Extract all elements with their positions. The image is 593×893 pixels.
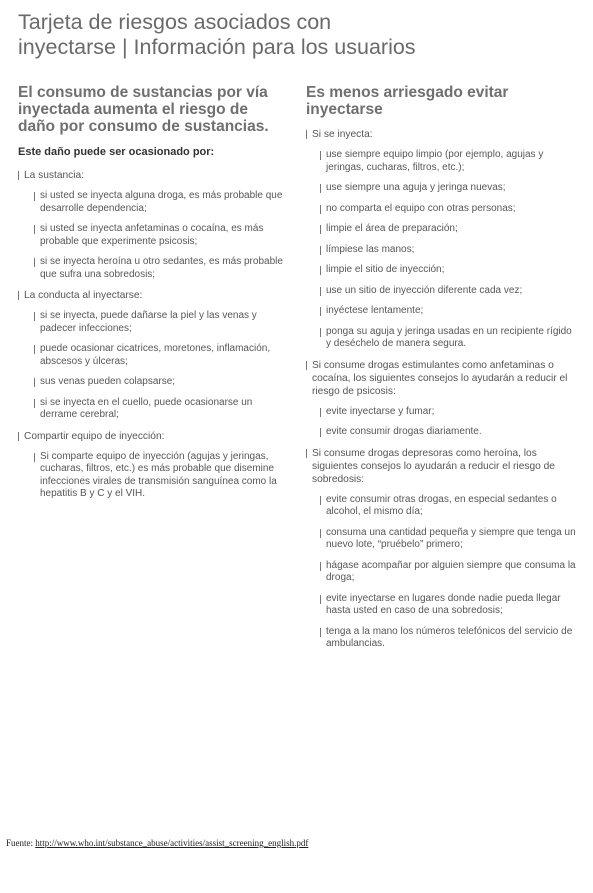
- right-section: [306, 359, 578, 439]
- list-item: use un sitio de inyección diferente cada vez;: [320, 285, 578, 298]
- list-item: ponga su aguja y jeringa usadas en un recipiente rígido y deséchelo de manera segura.: [320, 326, 578, 351]
- right-column: [306, 84, 578, 659]
- list-item: hágase acompañar por alguien siempre que consuma la droga;: [320, 560, 578, 585]
- page-title-line-2: inyectarse | Información para los usuarios: [18, 35, 416, 59]
- page-title: [18, 10, 578, 60]
- list-item: si se inyecta heroína u otro sedantes, es más probable que sufra una sobredosis;: [34, 256, 286, 281]
- list-item: use siempre equipo limpio (por ejemplo, agujas y jeringas, cucharas, filtros, etc.);: [320, 149, 578, 174]
- list-item: evite inyectarse y fumar;: [320, 406, 578, 419]
- left-section: [18, 430, 286, 501]
- section-label: Si consume drogas depresoras como heroína, los siguientes consejos lo ayudarán a reducir el riesgo de sobredosis:: [306, 447, 578, 486]
- section-items: [18, 451, 286, 501]
- list-item: evite consumir drogas diariamente.: [320, 426, 578, 439]
- list-item: limpie el sitio de inyección;: [320, 264, 578, 277]
- left-heading: El consumo de sustancias por vía inyectada aumenta el riesgo de daño por consumo de sustancias.: [18, 84, 269, 135]
- section-items: [306, 494, 578, 651]
- section-label: Si consume drogas estimulantes como anfetaminas o cocaína, los siguientes consejos lo ayudarán a reducir el riesgo de psicosis:: [306, 359, 578, 398]
- section-items: [18, 310, 286, 422]
- section-label: Si se inyecta:: [306, 128, 578, 141]
- section-label: La sustancia:: [18, 169, 286, 182]
- list-item: Si comparte equipo de inyección (agujas y jeringas, cucharas, filtros, etc.) es más probable que disemine infecciones virales de transmisión sanguínea como la hepatitis B y C y el VIH.: [34, 451, 286, 501]
- right-sections: [306, 128, 578, 651]
- left-subheading: Este daño puede ser ocasionado por:: [18, 146, 215, 158]
- right-heading: Es menos arriesgado evitar inyectarse: [306, 84, 509, 118]
- section-items: [306, 149, 578, 351]
- list-item: si usted se inyecta anfetaminas o cocaína, es más probable que experimente psicosis;: [34, 223, 286, 248]
- section-label: La conducta al inyectarse:: [18, 289, 286, 302]
- list-item: si se inyecta, puede dañarse la piel y las venas y padecer infecciones;: [34, 310, 286, 335]
- page-title-line-1: Tarjeta de riesgos asociados con: [18, 10, 332, 34]
- list-item: inyéctese lentamente;: [320, 305, 578, 318]
- list-item: si se inyecta en el cuello, puede ocasionarse un derrame cerebral;: [34, 397, 286, 422]
- left-section: [18, 289, 286, 422]
- list-item: no comparta el equipo con otras personas;: [320, 203, 578, 216]
- list-item: tenga a la mano los números telefónicos del servicio de ambulancias.: [320, 626, 578, 651]
- list-item: use siempre una aguja y jeringa nuevas;: [320, 182, 578, 195]
- list-item: puede ocasionar cicatrices, moretones, inflamación, abscesos y úlceras;: [34, 343, 286, 368]
- list-item: límpiese las manos;: [320, 244, 578, 257]
- left-column: [18, 84, 286, 509]
- list-item: consuma una cantidad pequeña y siempre que tenga un nuevo lote, “pruébelo” primero;: [320, 527, 578, 552]
- section-label: Compartir equipo de inyección:: [18, 430, 286, 443]
- section-items: [18, 190, 286, 281]
- source-label: Fuente:: [6, 838, 33, 848]
- list-item: limpie el área de preparación;: [320, 223, 578, 236]
- right-section: [306, 447, 578, 651]
- right-section: [306, 128, 578, 351]
- source-footnote: [6, 838, 308, 848]
- left-sections: [18, 169, 286, 501]
- list-item: evite consumir otras drogas, en especial sedantes o alcohol, el mismo día;: [320, 494, 578, 519]
- section-items: [306, 406, 578, 439]
- list-item: sus venas pueden colapsarse;: [34, 376, 286, 389]
- list-item: evite inyectarse en lugares donde nadie pueda llegar hasta usted en caso de una sobredosis;: [320, 593, 578, 618]
- source-link[interactable]: http://www.who.int/substance_abuse/activities/assist_screening_english.pdf: [35, 838, 309, 848]
- left-section: [18, 169, 286, 281]
- list-item: si usted se inyecta alguna droga, es más probable que desarrolle dependencia;: [34, 190, 286, 215]
